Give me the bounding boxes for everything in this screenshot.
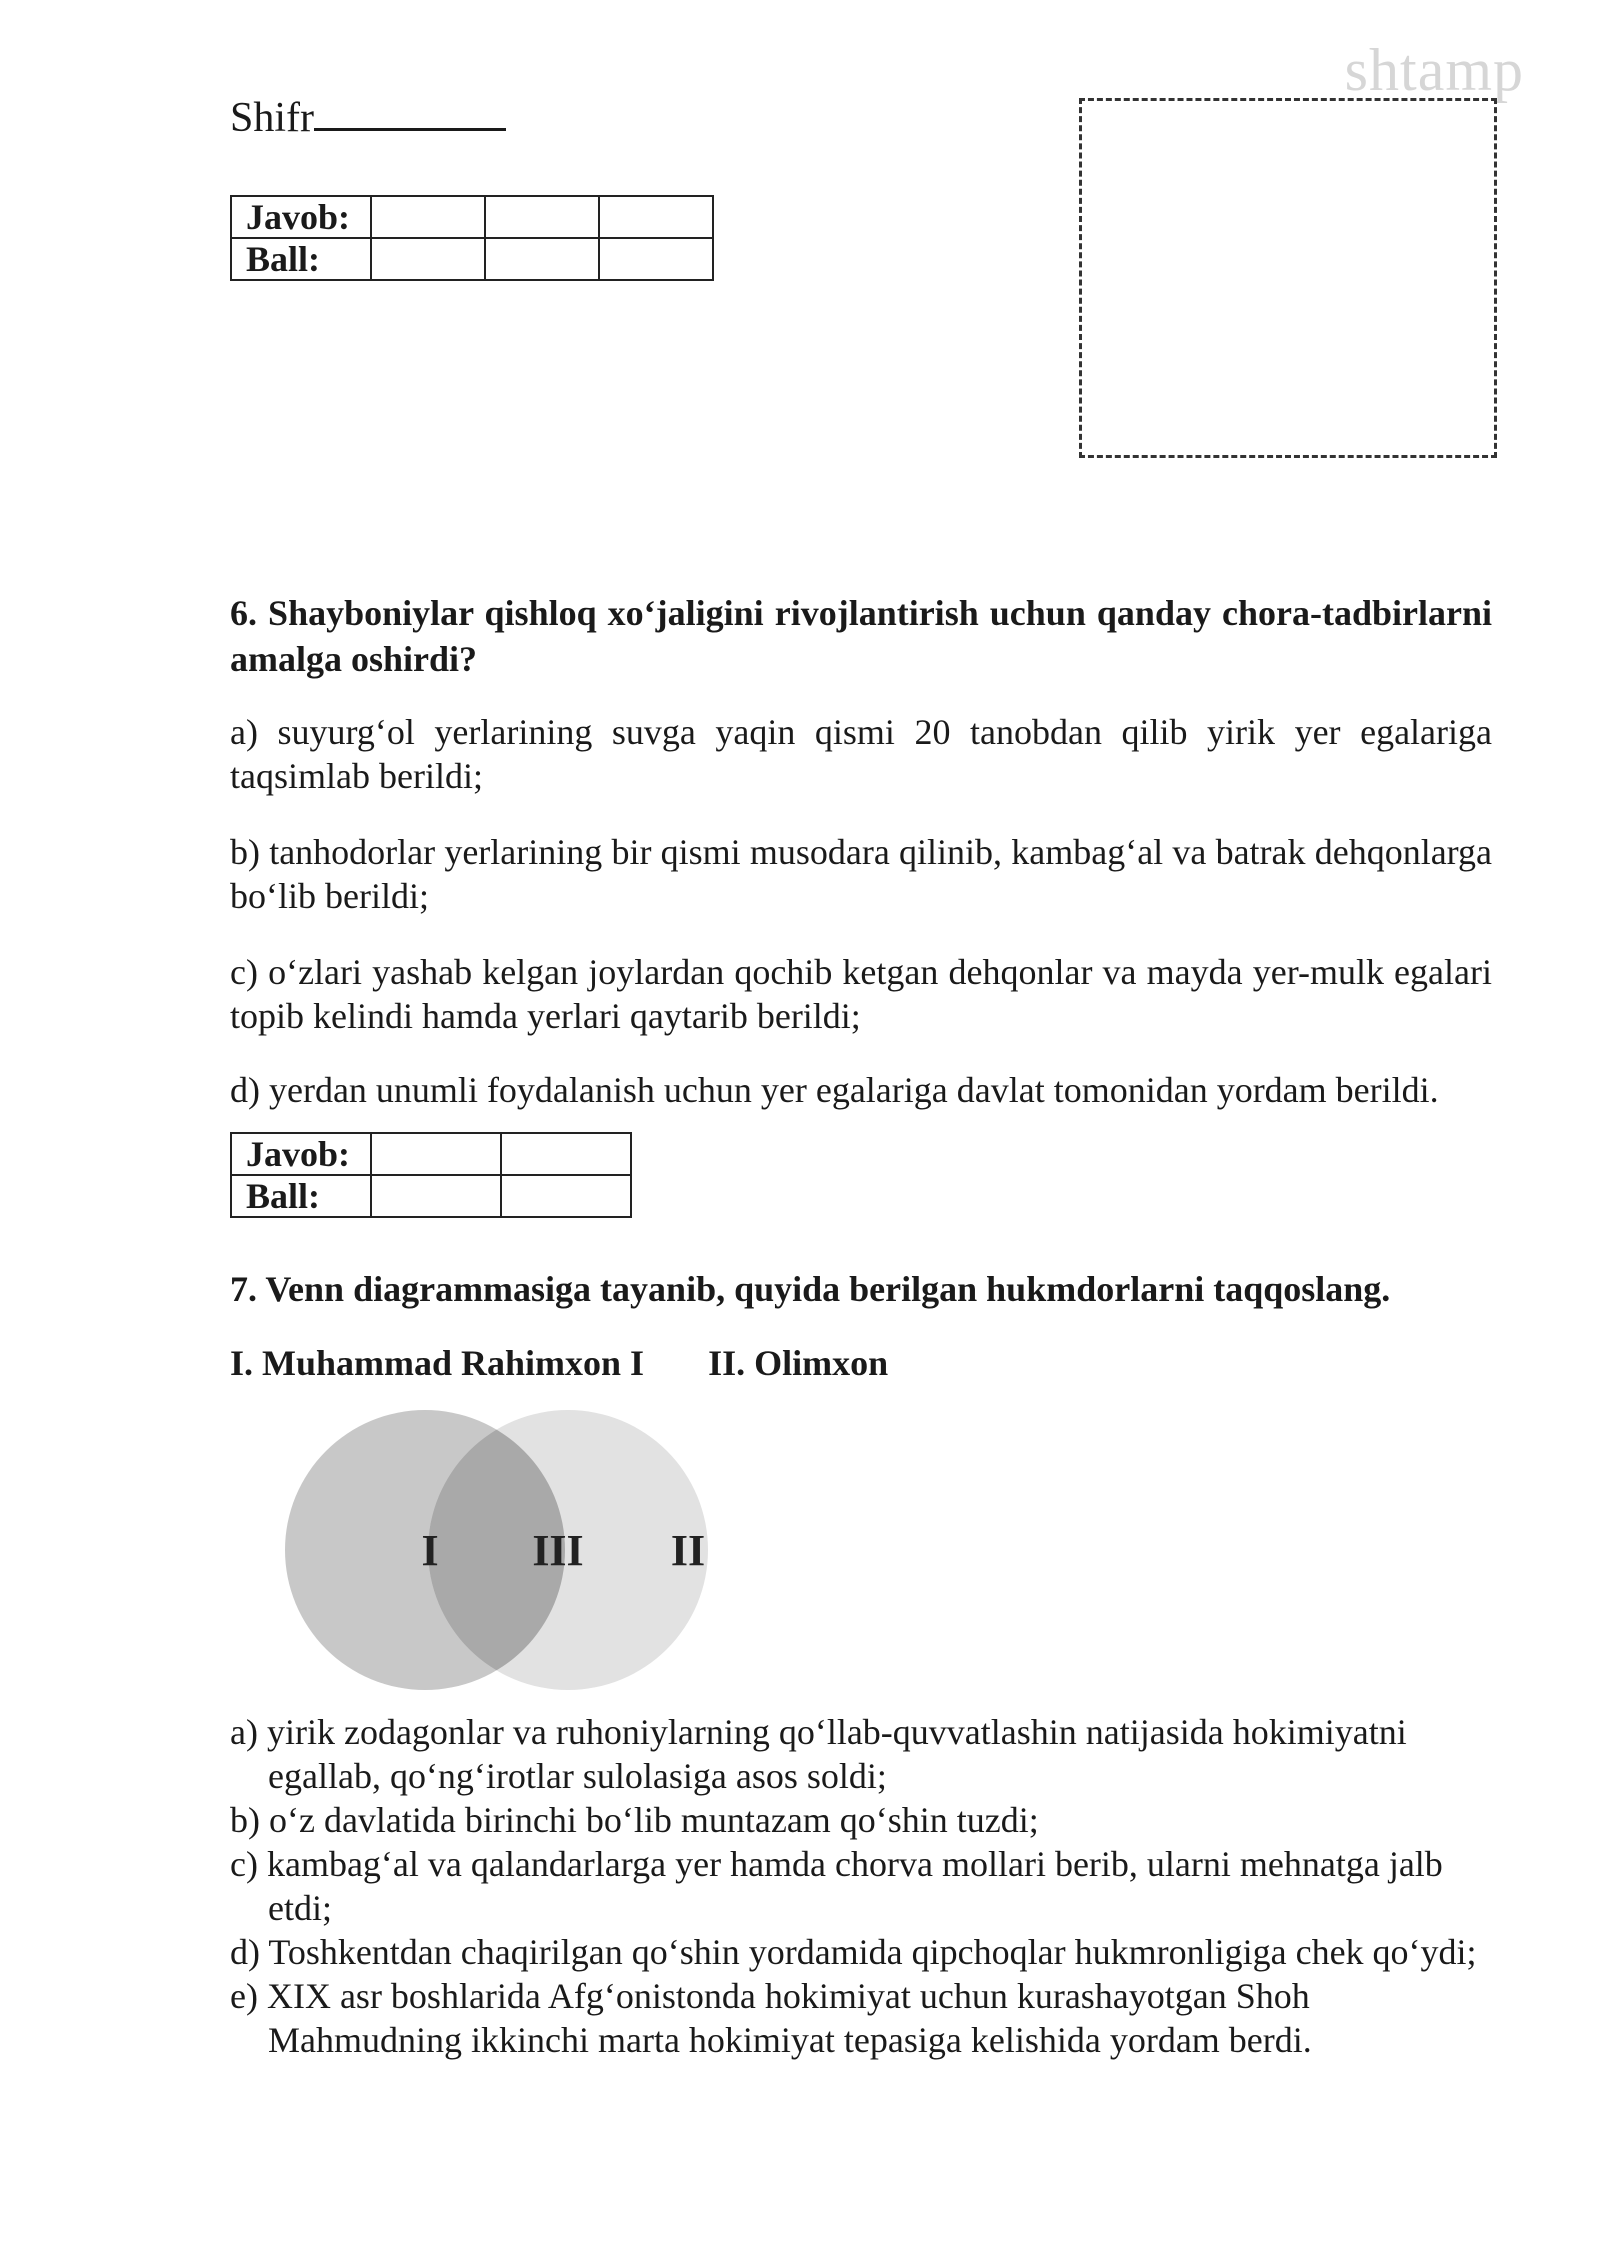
shifr-label: Shifr xyxy=(230,95,314,141)
ball-cell[interactable] xyxy=(599,238,713,280)
ruler-1-heading: I. Muhammad Rahimxon I xyxy=(230,1343,645,1383)
javob-cell[interactable] xyxy=(485,196,599,238)
ball-cell[interactable] xyxy=(371,1175,501,1217)
javob-cell[interactable] xyxy=(501,1133,631,1175)
ball-cell[interactable] xyxy=(485,238,599,280)
ruler-headings xyxy=(230,1342,888,1384)
venn-label-left: I xyxy=(421,1526,439,1575)
venn-label-middle: III xyxy=(532,1526,584,1575)
question-7-options xyxy=(230,1710,1492,2062)
question-7-option-a: a) yirik zodagonlar va ruhoniylarning qo‘llab-quvvatlashin natijasida hokimiyatni egallab, qo‘ng‘irotlar sulolasiga asos soldi; xyxy=(230,1712,1407,1796)
venn-label-right: II xyxy=(670,1526,706,1575)
javob-row xyxy=(231,196,713,238)
ball-cell[interactable] xyxy=(501,1175,631,1217)
venn-diagram xyxy=(270,1380,850,1720)
question-7-option-b: b) o‘z davlatida birinchi bo‘lib muntazam qo‘shin tuzdi; xyxy=(230,1800,1039,1840)
ruler-2-heading: II. Olimxon xyxy=(708,1343,889,1383)
ball-cell[interactable] xyxy=(371,238,485,280)
stamp-label: shtamp xyxy=(1344,37,1524,103)
javob-cell[interactable] xyxy=(371,196,485,238)
javob-row xyxy=(231,1133,631,1175)
javob-cell[interactable] xyxy=(371,1133,501,1175)
question-6-option-b: b) tanhodorlar yerlarining bir qismi musodara qilinib, kambag‘al va batrak dehqonlarga bo‘lib berildi; xyxy=(230,832,1492,916)
question-7-option-c: c) kambag‘al va qalandarlarga yer hamda chorva mollari berib, ularni mehnatga jalb etdi; xyxy=(230,1844,1443,1928)
shifr-blank-line[interactable] xyxy=(314,92,506,131)
shifr-field xyxy=(230,92,506,142)
javob-label: Javob: xyxy=(231,196,371,238)
question-7-text: 7. Venn diagrammasiga tayanib, quyida berilgan hukmdorlarni taqqoslang. xyxy=(230,1269,1391,1309)
question-6-option-d: d) yerdan unumli foydalanish uchun yer egalariga davlat tomonidan yordam berildi. xyxy=(230,1070,1439,1110)
question-6-text: 6. Shayboniylar qishloq xo‘jaligini rivojlantirish uchun qanday chora-tadbirlarni amalga oshirdi? xyxy=(230,593,1492,679)
question-7-option-e: e) XIX asr boshlarida Afg‘onistonda hokimiyat uchun kurashayotgan Shoh Mahmudning ikkinchi marta hokimiyat tepasiga kelishida yordam berdi. xyxy=(230,1976,1312,2060)
ball-label: Ball: xyxy=(231,1175,371,1217)
grade-table-top xyxy=(230,195,714,281)
ball-row xyxy=(231,238,713,280)
ball-row xyxy=(231,1175,631,1217)
question-7-option-d: d) Toshkentdan chaqirilgan qo‘shin yordamida qipchoqlar hukmronligiga chek qo‘ydi; xyxy=(230,1932,1477,1972)
grade-table-question-6 xyxy=(230,1132,632,1218)
stamp-box xyxy=(1079,98,1497,458)
javob-cell[interactable] xyxy=(599,196,713,238)
question-6-option-a: a) suyurg‘ol yerlarining suvga yaqin qismi 20 tanobdan qilib yirik yer egalariga taqsimlab berildi; xyxy=(230,712,1492,796)
question-6-option-c: c) o‘zlari yashab kelgan joylardan qochib ketgan dehqonlar va mayda yer-mulk egalari topib kelindi hamda yerlari qaytarib berildi; xyxy=(230,952,1492,1036)
ball-label: Ball: xyxy=(231,238,371,280)
javob-label: Javob: xyxy=(231,1133,371,1175)
